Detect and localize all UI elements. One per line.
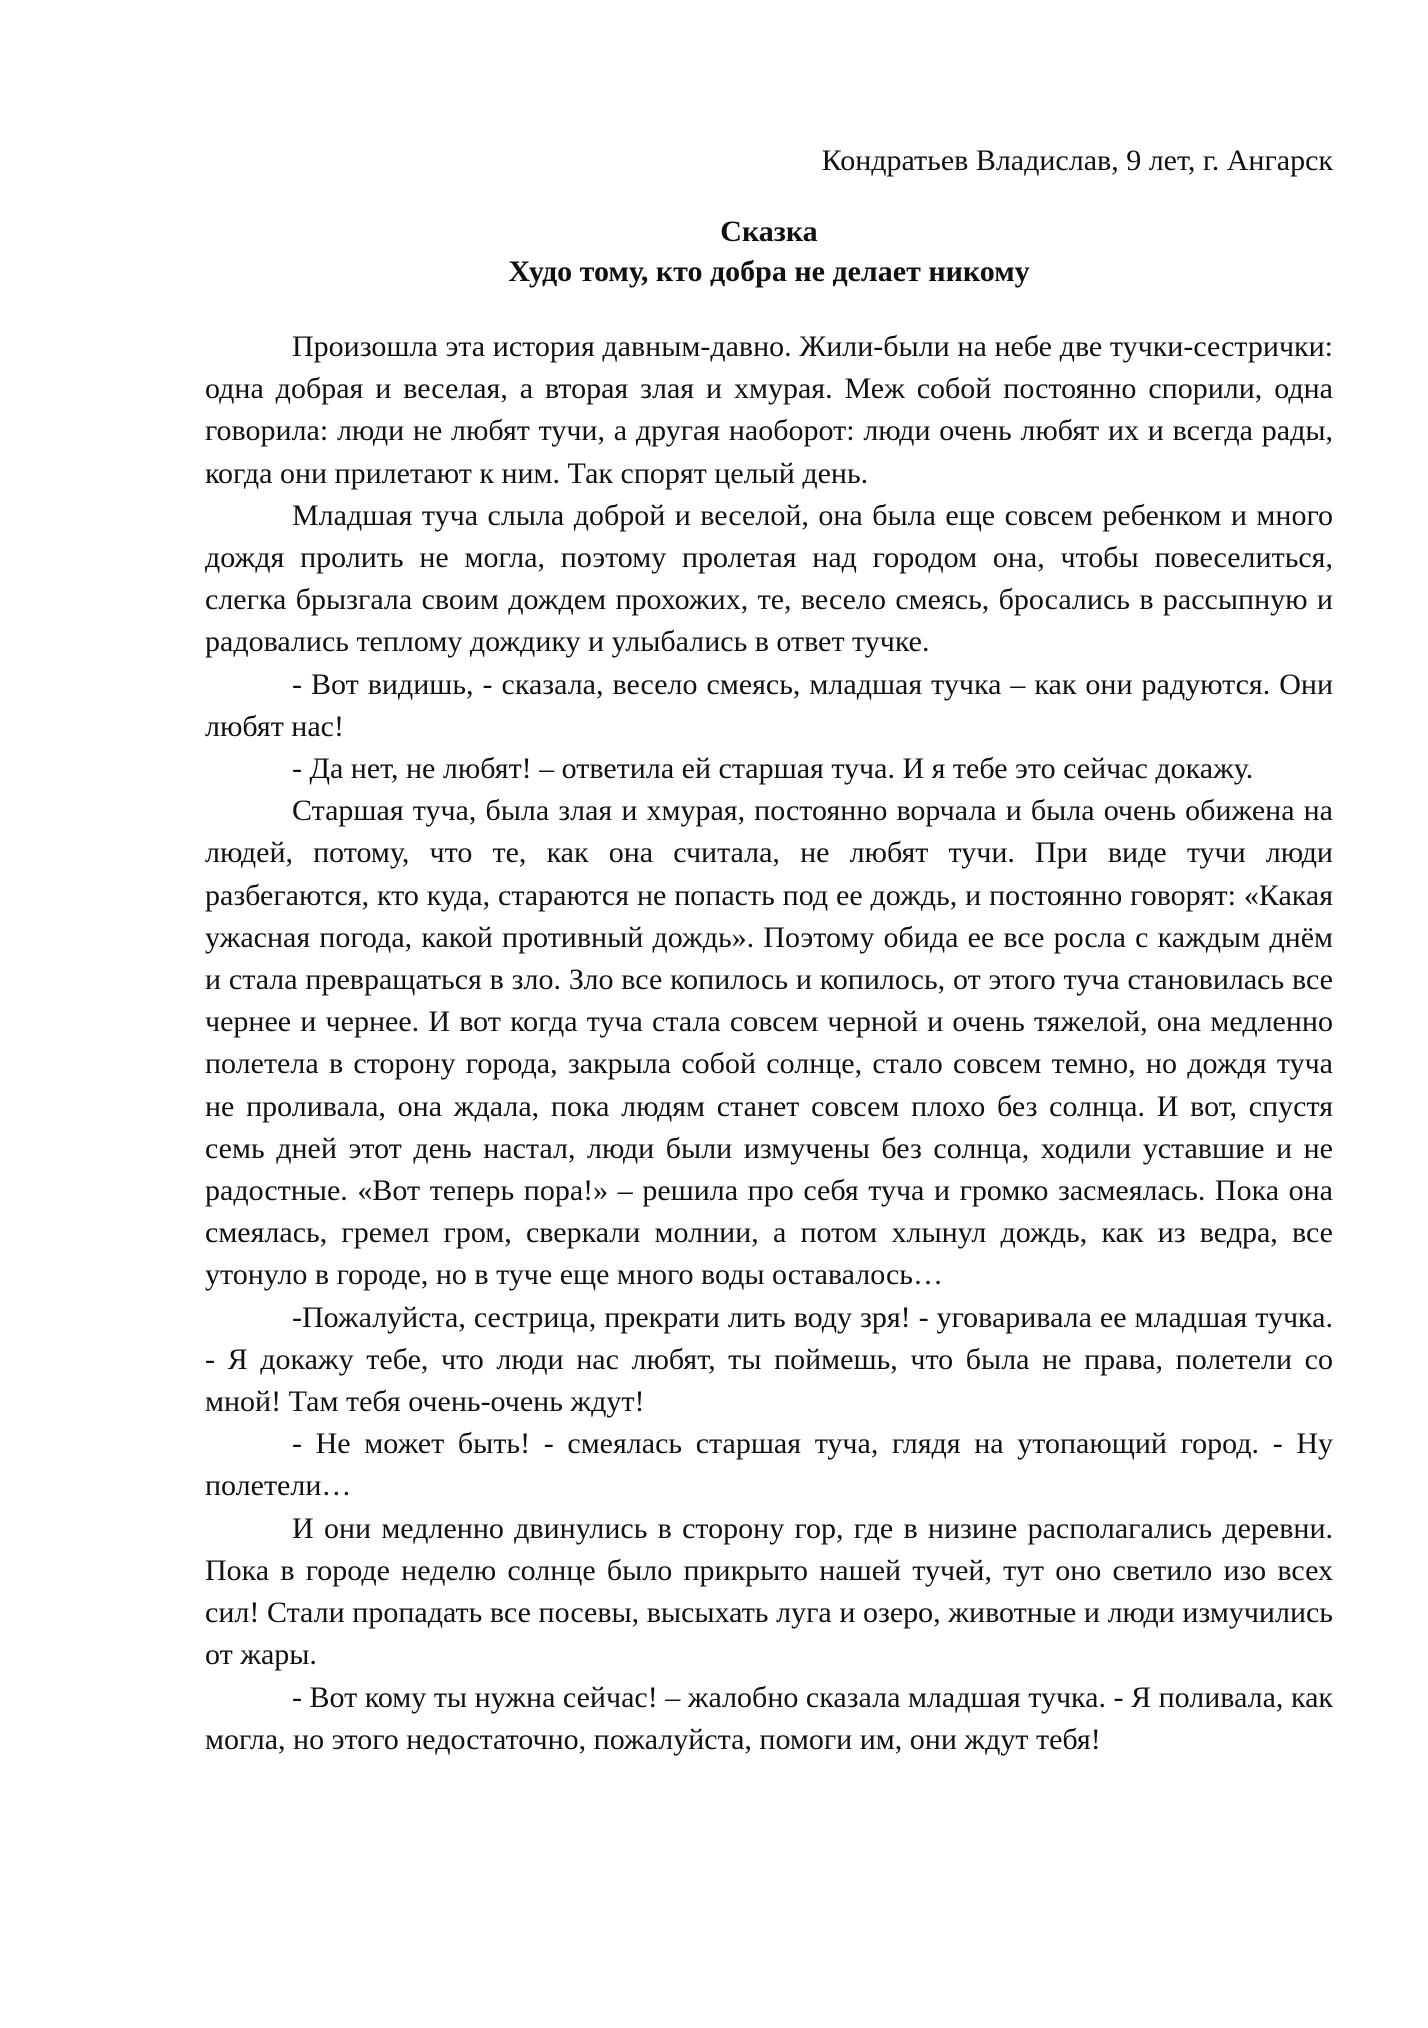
document-subtitle: Худо тому, кто добра не делает никому <box>508 255 1030 288</box>
paragraph: Старшая туча, была злая и хмурая, постоянно ворчала и была очень обижена на людей, потому, что те, как она считала, не любят тучи. При виде тучи люди разбегаются, кто куда, стараются не попасть под ее дождь, и постоянно говорят: «Какая ужасная погода, какой противный дождь». Поэтому обида ее все росла с каждым днём и стала превращаться в зло. Зло все копилось и копилось, от этого туча становилась все чернее и чернее. И вот когда туча стала совсем черной и очень тяжелой, она медленно полетела в сторону города, закрыла собой солнце, стало совсем темно, но дождя туча не проливала, она ждала, пока людям станет совсем плохо без солнца. И вот, спустя семь дней этот день настал, люди были измучены без солнца, ходили уставшие и не радостные. «Вот теперь пора!» – решила про себя туча и громко засмеялась. Пока она смеялась, гремел гром, сверкали молнии, а потом хлынул дождь, как из ведра, все утонуло в городе, но в туче еще много воды оставалось… <box>205 794 1333 1292</box>
paragraph: - Вот видишь, - сказала, весело смеясь, младшая тучка – как они радуются. Они любят нас! <box>205 667 1333 743</box>
paragraph: И они медленно двинулись в сторону гор, где в низине располагались деревни. Пока в городе неделю солнце было прикрыто нашей тучей, тут оно светило изо всех сил! Стали пропадать все посевы, высыхать луга и озеро, животные и люди измучились от жары. <box>205 1511 1333 1672</box>
paragraph: - Не может быть! - смеялась старшая туча, глядя на утопающий город. - Ну полетели… <box>205 1427 1333 1503</box>
story-body <box>205 326 1333 1761</box>
document-title: Сказка <box>720 215 818 248</box>
document-page <box>205 140 1333 1761</box>
paragraph: Произошла эта история давным-давно. Жили-были на небе две тучки-сестрички: одна добрая и веселая, а вторая злая и хмурая. Меж собой постоянно спорили, одна говорила: люди не любят тучи, а другая наоборот: люди очень любят их и всегда рады, когда они прилетают к ним. Так спорят целый день. <box>205 330 1333 490</box>
paragraph: - Вот кому ты нужна сейчас! – жалобно сказала младшая тучка. - Я поливала, как могла, но этого недостаточно, пожалуйста, помоги им, они ждут тебя! <box>205 1680 1333 1756</box>
paragraph: -Пожалуйста, сестрица, прекрати лить воду зря! - уговаривала ее младшая тучка. - Я докажу тебе, что люди нас любят, ты поймешь, что была не права, полетели со мной! Там тебя очень-очень ждут! <box>205 1300 1333 1419</box>
paragraph: - Да нет, не любят! – ответила ей старшая туча. И я тебе это сейчас докажу. <box>292 752 1254 786</box>
author-line: Кондратьев Владислав, 9 лет, г. Ангарск <box>821 144 1333 177</box>
paragraph: Младшая туча слыла доброй и веселой, она была еще совсем ребенком и много дождя пролить не могла, поэтому пролетая над городом она, чтобы повеселиться, слегка брызгала своим дождем прохожих, те, весело смеясь, бросались в рассыпную и радовались теплому дождику и улыбались в ответ тучке. <box>205 498 1333 659</box>
